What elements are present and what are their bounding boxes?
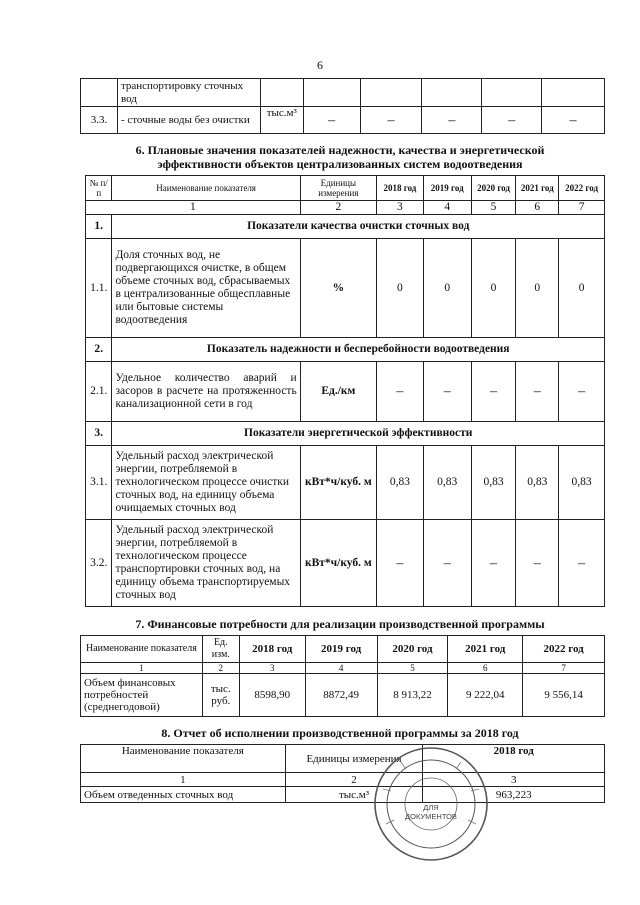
cell: – [542, 107, 605, 134]
row-name: Объем финансовых потребностей (среднегодовой) [81, 674, 203, 717]
cell [422, 79, 482, 107]
cell: – [516, 520, 559, 607]
header-2019: 2019 год [305, 636, 377, 663]
table-row [86, 520, 605, 607]
group-num: 1. [86, 215, 112, 239]
cell: – [559, 362, 605, 422]
cell: – [377, 520, 424, 607]
section6-title [80, 143, 600, 171]
table-row [86, 239, 605, 338]
indicators-table [85, 175, 605, 607]
cell: 0 [559, 239, 605, 338]
cell: 0,83 [559, 446, 605, 520]
header-unit: Ед. изм. [202, 636, 239, 663]
header-2018: 2018 год [239, 636, 305, 663]
row-unit: тыс.м³ [285, 787, 423, 803]
colnum: 1 [81, 773, 286, 787]
cell: – [471, 520, 516, 607]
header-num: № п/п [86, 176, 112, 201]
cell [303, 79, 360, 107]
group-title: Показатели качества очистки сточных вод [112, 215, 605, 239]
cell: 0 [423, 239, 471, 338]
colnum: 2 [202, 663, 239, 674]
group-row [86, 422, 605, 446]
cell [482, 79, 542, 107]
header-2021: 2021 год [448, 636, 523, 663]
cell: – [516, 362, 559, 422]
section8-title: 8. Отчет об исполнении производственной программы за 2018 год [161, 726, 519, 740]
group-title: Показатель надежности и бесперебойности водоотведения [112, 338, 605, 362]
group-row [86, 338, 605, 362]
cell: – [482, 107, 542, 134]
cell: 9 556,14 [523, 674, 605, 717]
row-unit: кВт*ч/куб. м [300, 446, 376, 520]
cell: 8598,90 [239, 674, 305, 717]
colnum: 3 [377, 201, 424, 215]
cell: 8872,49 [305, 674, 377, 717]
cell: 0,83 [377, 446, 424, 520]
cell: – [422, 107, 482, 134]
table-header-row [81, 636, 605, 663]
cell: 0 [471, 239, 516, 338]
row-name: Доля сточных вод, не подвергающихся очистке, в общем объеме сточных вод, сбрасываемых в централизованные общесплавные или бытовые системы водоотведения [112, 239, 300, 338]
cell [542, 79, 605, 107]
colnum: 4 [423, 201, 471, 215]
report-table [80, 744, 605, 803]
stamp-text-2: ДОКУМЕНТОВ [405, 812, 457, 821]
cell: 9 222,04 [448, 674, 523, 717]
header-name: Наименование показателя [81, 745, 286, 773]
row-unit [260, 79, 303, 107]
cell: 8 913,22 [377, 674, 448, 717]
column-numbers-row [81, 663, 605, 674]
row-unit: % [300, 239, 376, 338]
cell: 0,83 [471, 446, 516, 520]
header-2021: 2021 год [516, 176, 559, 201]
page-number: 6 [317, 58, 323, 72]
group-num: 2. [86, 338, 112, 362]
colnum: 4 [305, 663, 377, 674]
table-row [81, 107, 605, 134]
colnum: 2 [285, 773, 423, 787]
header-2020: 2020 год [377, 636, 448, 663]
cell: – [559, 520, 605, 607]
header-unit: Единицы измерения [300, 176, 376, 201]
finance-table [80, 635, 605, 717]
cell: 963,223 [423, 787, 605, 803]
column-numbers-row [86, 201, 605, 215]
table-row [81, 787, 605, 803]
cell: 0 [377, 239, 424, 338]
section6-title-line1: 6. Плановые значения показателей надежности, качества и энергетической [135, 143, 545, 157]
colnum: 5 [377, 663, 448, 674]
header-2022: 2022 год [559, 176, 605, 201]
row-name: - сточные воды без очистки [117, 107, 260, 134]
row-num: 2.1. [86, 362, 112, 422]
row-num: 3.3. [81, 107, 118, 134]
group-row [86, 215, 605, 239]
row-name: Удельный расход электрической энергии, потребляемой в технологическом процессе транспортировки сточных вод, на единицу объема транспортируемых сточных вод [112, 520, 300, 607]
section7-title: 7. Финансовые потребности для реализации производственной программы [135, 617, 545, 631]
cell [360, 79, 422, 107]
row-unit: кВт*ч/куб. м [300, 520, 376, 607]
seal-stamp-icon [371, 744, 491, 864]
table-header-row [81, 745, 605, 773]
header-2018: 2018 год [377, 176, 424, 201]
colnum: 1 [86, 201, 301, 215]
header-2018: 2018 год [423, 745, 605, 773]
column-numbers-row [81, 773, 605, 787]
table-row [86, 446, 605, 520]
row-num: 3.1. [86, 446, 112, 520]
header-2020: 2020 год [471, 176, 516, 201]
group-title: Показатели энергетичеcкой эффективности [112, 422, 605, 446]
header-name: Наименование показателя [81, 636, 203, 663]
colnum: 5 [471, 201, 516, 215]
row-unit: тыс.м³ [260, 107, 303, 134]
row-unit: тыс. руб. [202, 674, 239, 717]
row-name: Удельное количество аварий и засоров в расчете на протяженность канализационной сети в год [112, 362, 300, 422]
table-header-row [86, 176, 605, 201]
row-name: Объем отведенных сточных вод [81, 787, 286, 803]
cell: – [471, 362, 516, 422]
table-row [81, 674, 605, 717]
table-row [86, 362, 605, 422]
colnum: 1 [81, 663, 203, 674]
colnum: 6 [448, 663, 523, 674]
cell: – [423, 520, 471, 607]
colnum: 3 [423, 773, 605, 787]
cell: – [423, 362, 471, 422]
colnum: 7 [523, 663, 605, 674]
cell: 0,83 [516, 446, 559, 520]
row-num: 1.1. [86, 239, 112, 338]
colnum: 2 [300, 201, 376, 215]
header-2019: 2019 год [423, 176, 471, 201]
header-name: Наименование показателя [112, 176, 300, 201]
cell: – [303, 107, 360, 134]
row-name: транспортировку сточных вод [117, 79, 260, 107]
section6-title-line2: эффективности объектов централизованных систем водоотведения [157, 157, 523, 171]
stamp-text-1: ДЛЯ [423, 803, 439, 812]
cell: – [360, 107, 422, 134]
continuation-table [80, 78, 605, 134]
row-unit: Ед./км [300, 362, 376, 422]
cell: – [377, 362, 424, 422]
header-2022: 2022 год [523, 636, 605, 663]
row-num [81, 79, 118, 107]
row-name: Удельный расход электрической энергии, потребляемой в технологическом процессе очистки сточных вод, на единицу объема очищаемых сточных вод [112, 446, 300, 520]
cell: 0 [516, 239, 559, 338]
group-num: 3. [86, 422, 112, 446]
cell: 0,83 [423, 446, 471, 520]
colnum: 6 [516, 201, 559, 215]
header-unit: Единицы измерения [285, 745, 423, 773]
colnum: 3 [239, 663, 305, 674]
table-row [81, 79, 605, 107]
row-num: 3.2. [86, 520, 112, 607]
colnum: 7 [559, 201, 605, 215]
